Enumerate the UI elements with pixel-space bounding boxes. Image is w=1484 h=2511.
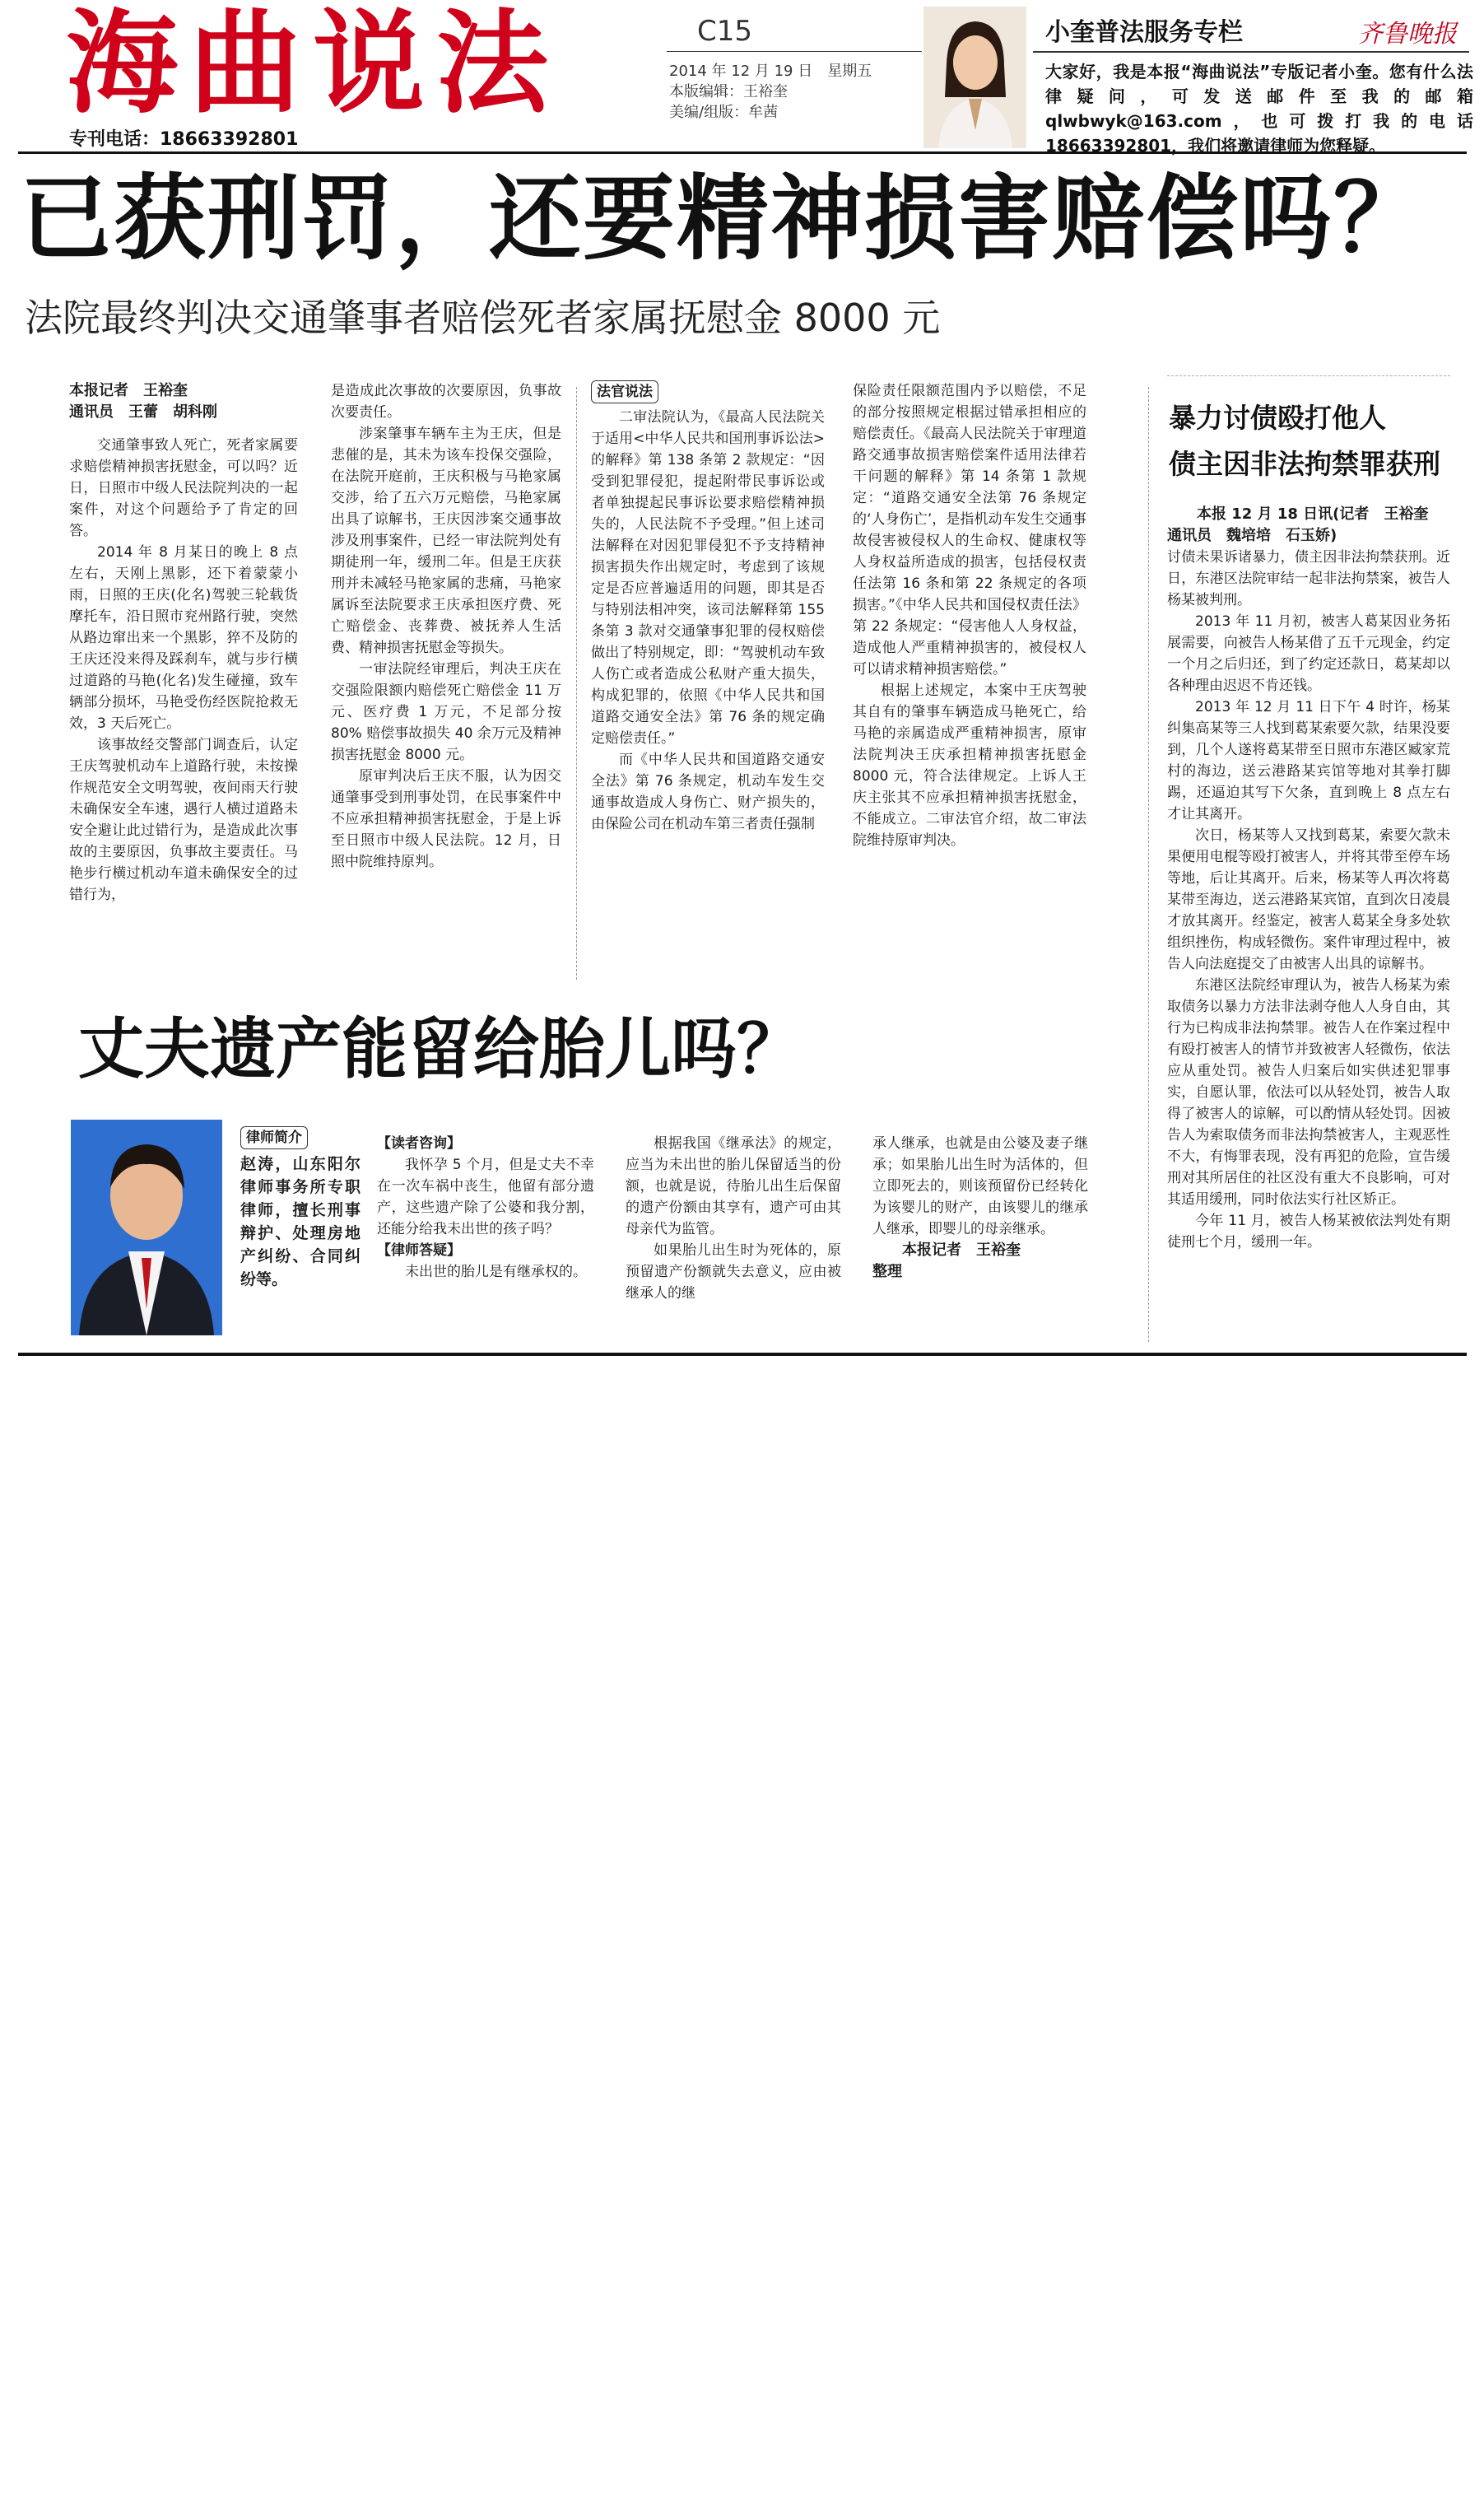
- signoff: 本报记者 王裕奎: [902, 1242, 1021, 1259]
- answer-lead: 未出世的胎儿是有继承权的。: [405, 1264, 587, 1280]
- divider: [576, 387, 577, 980]
- paragraph: 保险责任限额范围内予以赔偿，不足的部分按照规定根据过错承担相应的赔偿责任。《最高人民法院关于审理道路交通事故损害赔偿案件适用法律若干问题的解释》第 14 条第 1 款规定：“道路交通安全法第 76 条规定的‘人身伤亡’，是指机动车发生交通事故侵害被侵权人的生命权、健康权等人身权益所造成的损害，包括侵权责任法第 16 条和第 22 条规定的各项损害。”《中华人民共和国侵权责任法》第 22 条规定：“侵害他人人身权益，造成他人严重精神损害的，被侵权人可以请求精神损害赔偿。”: [853, 383, 1086, 678]
- editor: 本版编辑：王裕奎: [669, 83, 788, 100]
- article2-title-line: 债主因非法拘禁罪获刑: [1169, 448, 1440, 480]
- question: 我怀孕 5 个月，但是丈夫不幸在一次车祸中丧生，他留有部分遗产，这些遗产除了公婆和我分割，还能分给我未出世的孩子吗？: [377, 1157, 594, 1237]
- question-tag: 【读者咨询】: [377, 1135, 461, 1152]
- paragraph: 承人继承，也就是由公婆及妻子继承；如果胎儿出生时为活体的，但立即死去的，则该预留份已经转化为该婴儿的财产，由该婴儿的继承人继承，即婴儿的母亲继承。: [872, 1135, 1088, 1237]
- paragraph: 涉案肇事车辆车主为王庆，但是悲催的是，其未为该车投保交强险，在法院开庭前，王庆积极与马艳家属交涉，给了五六万元赔偿，马艳家属出具了谅解书，王庆因涉案交通事故涉及刑事案件，已经一审法院判处有期徒刑一年，缓刑二年。但是王庆获刑并未减轻马艳家属的悲痛，马艳家属诉至法院要求王庆承担医疗费、死亡赔偿金、丧葬费、被抚养人生活费、精神损害抚慰金等损失。: [331, 426, 561, 656]
- reporter-photo: [923, 7, 1026, 148]
- divider: [18, 151, 1467, 154]
- article3-headline: 丈夫遗产能留给胎儿吗？: [78, 1011, 802, 1088]
- judge-comment-tag: 法官说法: [591, 380, 658, 403]
- paragraph: 2013 年 12 月 11 日下午 4 时许，杨某纠集高某等三人找到葛某索要欠款，结果没要到，几个人遂将葛某带至日照市东港区臧家荒村的海边，送云港路某宾馆等地对其拳打脚踢，还逼迫其写下欠条，直到晚上 8 点左右才让其离开。: [1167, 699, 1450, 822]
- paragraph: 交通肇事致人死亡，死者家属要求赔偿精神损害抚慰金，可以吗？近日，日照市中级人民法院判决的一起案件，对这个问题给予了肯定的回答。: [69, 437, 298, 539]
- byline: 本报 12 月 18 日讯(记者 王裕奎: [1197, 505, 1444, 523]
- paragraph: 2014 年 8 月某日的晚上 8 点左右，天刚上黑影，还下着蒙蒙小雨，日照的王庆(化名)驾驶三轮载货摩托车，沿日照市兖州路行驶，突然从路边窜出来一个黑影，猝不及防的王庆还没来得及踩刹车，就与步行横过道路的马艳(化名)发生碰撞，致车辆部分损坏，马艳受伤经医院抢救无效，3 天后死亡。: [69, 544, 298, 732]
- paragraph: 次日，杨某等人又找到葛某，索要欠款未果便用电棍等殴打被害人，并将其带至停车场等地，后让其离开。后来，杨某等人再次将葛某带至海边，送云港路某宾馆，直到次日凌晨才放其离开。经鉴定，被害人葛某全身多处软组织挫伤，构成轻微伤。案件审理过程中，被告人向法庭提交了由被害人出具的谅解书。: [1167, 827, 1450, 972]
- article1-headline: 已获刑罚，还要精神损害赔偿吗？: [20, 165, 1427, 273]
- byline: 通讯员 魏培培 石玉娇): [1167, 527, 1337, 544]
- article1-subhead: 法院最终判决交通肇事者赔偿死者家属抚慰金 8000 元: [25, 296, 941, 340]
- paragraph: 二审法院认为，《最高人民法院关于适用<中华人民共和国刑事诉讼法>的解释》第 138 条第 2 款规定：“因受到犯罪侵犯，提起附带民事诉讼或者单独提起民事诉讼要求赔偿精神损失的，人民法院不予受理。”但上述司法解释在对因犯罪侵犯不予支持精神损害损失作出规定时，考虑到了该规定是否应普遍适用的问题，即其是否与特别法相冲突，该司法解释第 155 条第 3 款对交通肇事犯罪的侵权赔偿做出了特别规定，即：“驾驶机动车致人伤亡或者造成公私财产重大损失，构成犯罪的，依照《中华人民共和国道路交通安全法》第 76 条的规定确定赔偿责任。”: [591, 409, 825, 747]
- paragraph: 该事故经交警部门调查后，认定王庆驾驶机动车上道路行驶，未按操作规范安全文明驾驶，夜间雨天行驶未确保安全车速，遇行人横过道路未安全避让此过错行为，是造成此次事故的主要原因，负事故主要责任。马艳步行横过机动车道未确保安全的过错行为，: [69, 737, 298, 903]
- lawyer-intro: [240, 1126, 361, 1291]
- article3-column-1: [377, 1133, 594, 1283]
- paragraph: 根据我国《继承法》的规定，应当为未出世的胎儿保留适当的份额，也就是说，待胎儿出生后保留的遗产份额由其享有，遗产可由其母亲代为监管。: [626, 1135, 841, 1237]
- article1-column-2: [331, 380, 561, 873]
- divider: [1167, 375, 1450, 376]
- page-meta: [669, 61, 872, 123]
- byline: 通讯员 王蕾 胡科刚: [69, 403, 217, 421]
- paragraph: 2013 年 11 月初，被害人葛某因业务拓展需要，向被告人杨某借了五千元现金，约定一个月之后归还，到了约定还款日，葛某却以各种理由迟迟不肯还钱。: [1167, 613, 1450, 694]
- paragraph: 讨债未果诉诸暴力，债主因非法拘禁获刑。近日，东港区法院审结一起非法拘禁案，被告人杨某被判刑。: [1167, 549, 1450, 608]
- article3-column-2: [626, 1133, 841, 1304]
- hotline: 专刊电话：18663392801: [69, 129, 299, 150]
- issue-date: 2014 年 12 月 19 日 星期五: [669, 63, 872, 80]
- paragraph: 东港区法院经审理认为，被告人杨某为索取债务以暴力方法非法剥夺他人人身自由，其行为已构成非法拘禁罪。被告人在作案过程中有殴打被害人的情节并致被害人轻微伤，依法应从重处罚。被告人归案后如实供述犯罪事实，自愿认罪，依法可以从轻处罚，被告人取得了被害人的谅解，可以酌情从轻处罚。因被告人为索取债务而非法拘禁被害人，主观恶性不大，有悔罪表现，没有再犯的危险，宣告缓刑对其所居住的社区没有重大不良影响，可对其适用缓刑，同时依法实行社区矫正。: [1167, 977, 1450, 1208]
- answer-tag: 【律师答疑】: [377, 1242, 461, 1259]
- article3-column-3: [872, 1133, 1088, 1283]
- paragraph: 原审判决后王庆不服，认为因交通肇事受到刑事处罚，在民事案件中不应承担精神损害抚慰金，于是上诉至日照市中级人民法院。12 月，日照中院维持原判。: [331, 768, 561, 870]
- article2-title-line: 暴力讨债殴打他人: [1169, 402, 1386, 434]
- page-number: C15: [697, 15, 753, 48]
- newspaper-logo: 齐鲁晚报: [1358, 20, 1457, 49]
- paragraph: 根据上述规定，本案中王庆驾驶其自有的肇事车辆造成马艳死亡，给马艳的亲属造成严重精神损害，原审法院判决王庆承担精神损害抚慰金 8000 元，符合法律规定。上诉人王庆主张其不应承担精神损害抚慰金，不能成立。二审法官介绍，故二审法院维持原审判决。: [853, 682, 1086, 849]
- divider: [18, 1353, 1467, 1356]
- article1-column-4: [853, 380, 1086, 851]
- signoff: 整理: [872, 1263, 902, 1280]
- byline: 本报记者 王裕奎: [69, 382, 188, 399]
- paragraph: 今年 11 月，被告人杨某被依法判处有期徒刑七个月，缓刑一年。: [1167, 1213, 1450, 1251]
- paragraph: 一审法院经审理后，判决王庆在交强险限额内赔偿死亡赔偿金 11 万元、医疗费 1 万元，不足部分按 80% 赔偿事故损失 40 余万元及精神损害抚慰金 8000 元。: [331, 661, 561, 763]
- lawyer-photo: [71, 1120, 222, 1335]
- paragraph: 而《中华人民共和国道路交通安全法》第 76 条规定，机动车发生交通事故造成人身伤亡、财产损失的，由保险公司在机动车第三者责任强制: [591, 752, 825, 832]
- paragraph: 如果胎儿出生时为死体的，原预留遗产份额就失去意义，应由被继承人的继: [626, 1242, 841, 1302]
- lawyer-bio: 赵涛，山东阳尔律师事务所专职律师，擅长刑事辩护、处理房地产纠纷、合同纠纷等。: [240, 1155, 361, 1288]
- article2-body: [1167, 504, 1450, 1253]
- article2-title: [1169, 395, 1440, 487]
- column-title: 小奎普法服务专栏: [1045, 18, 1243, 47]
- column-intro: 大家好，我是本报“海曲说法”专版记者小奎。您有什么法律疑问，可发送邮件至我的邮箱 qlwbwyk@163.com，也可拨打我的电话 18663392801，我们将邀请律师为您释疑。: [1045, 62, 1473, 156]
- divider: [667, 51, 922, 52]
- designer: 美编/组版：牟茜: [669, 104, 779, 121]
- article1-column-3: [591, 380, 825, 835]
- paragraph: 是造成此次事故的次要原因，负事故次要责任。: [331, 383, 561, 421]
- article1-column-1: [69, 380, 298, 906]
- masthead-title: 海曲说法: [66, 0, 560, 129]
- divider: [1148, 387, 1149, 1342]
- lawyer-intro-tag: 律师简介: [240, 1126, 308, 1149]
- divider: [1033, 51, 1469, 53]
